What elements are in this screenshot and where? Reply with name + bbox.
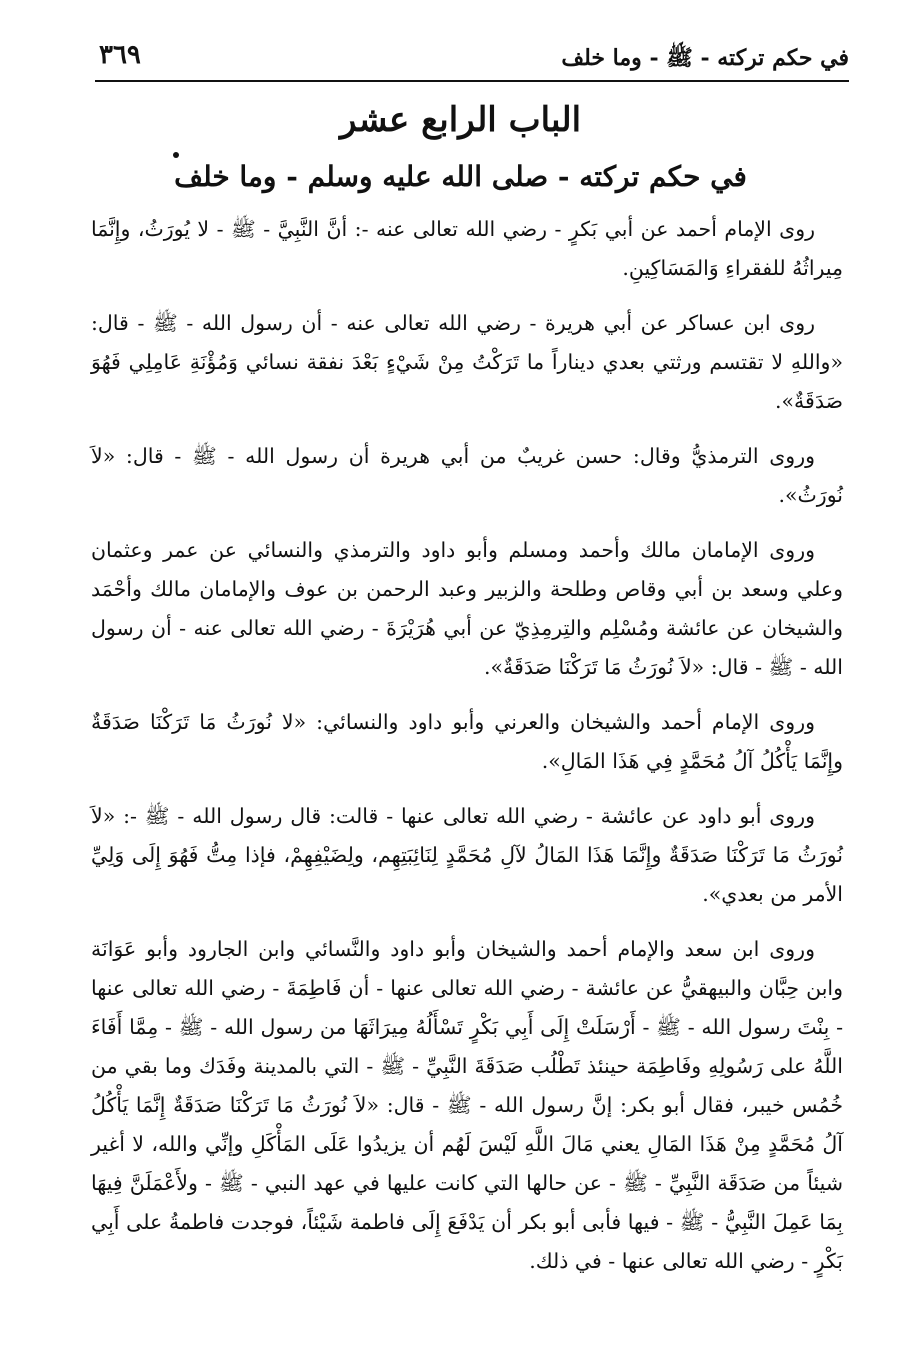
paragraph: وروى الإمام أحمد والشيخان والعرني وأبو داود والنسائي: «لا نُورَثُ مَا تَرَكْنَا صَدَقَةٌ وإِنَّمَا يَأْكُلُ آلُ مُحَمَّدٍ فِي هَذَا المَالِ».: [91, 710, 843, 773]
body-text: [91, 210, 843, 1297]
paragraph: روى ابن عساكر عن أبي هريرة - رضي الله تعالى عنه - أن رسول الله - ﷺ - قال: «واللهِ لا تقتسم ورثتي بعدي ديناراً ما تَرَكْتُ مِنْ شَيْءٍ بَعْدَ نفقة نسائي وَمُؤْنَةِ عَامِلِي فَهُوَ صَدَقَةٌ».: [91, 311, 843, 413]
paragraph: وروى الإمامان مالك وأحمد ومسلم وأبو داود والترمذي والنسائي عن عمر وعثمان وعلي وسعد بن أبي وقاص وطلحة والزبير وعبد الرحمن بن عوف والإمامان مالك وأحْمَد والشيخان عن عائشة ومُسْلِم والتِرمِذِيّ عن أبي هُرَيْرَةَ - رضي الله تعالى عنه - أن رسول الله - ﷺ - قال: «لاَ نُورَثُ مَا تَرَكْنَا صَدَقَةٌ».: [91, 538, 843, 679]
ink-dot: [173, 152, 179, 158]
paragraph: وروى ابن سعد والإمام أحمد والشيخان وأبو داود والنَّسائي وابن الجارود وأبو عَوَانَة وابن حِبَّان والبيهقيُّ عن عائشة - رضي الله تعالى عنها - أن فَاطِمَةَ - رضي الله تعالى عنها - بِنْتَ رسول الله - ﷺ - أَرْسَلَتْ إِلَى أَبِي بَكْرٍ تَسْأَلُهُ مِيرَاثَهَا من رسول الله - ﷺ - مِمَّا أَفَاءَ اللَّهُ على رَسُولِهِ وفَاطِمَة حينئذ تَطْلُب صَدَقَةَ النَّبِيِّ - ﷺ - التي بالمدينة وفَدَك وما بقي من خُمُس خيبر، فقال أبو بكر: إنَّ رسول الله - ﷺ - قال: «لاَ نُورَثُ مَا تَرَكْنَا صَدَقَةٌ إِنَّمَا يَأْكُلُ آلُ مُحَمَّدٍ مِنْ هَذَا المَالِ يعني مَالَ اللَّهِ لَيْسَ لَهُم أن يزيدُوا عَلَى المَأْكَلِ وإنِّي والله، لا أغير شيئاً من صَدَقَة النَّبِيِّ - ﷺ - عن حالها التي كانت عليها في عهد النبي - ﷺ - ولأَعْمَلَنَّ فِيهَا بِمَا عَمِلَ النَّبِيُّ - ﷺ - فيها فأبى أبو بكر أن يَدْفَعَ إِلَى فاطمة شَيْئاً، فوجدت فاطمةُ على أَبِي بَكْرٍ - رضي الله تعالى عنها - في ذلك.: [91, 937, 843, 1273]
chapter-title: الباب الرابع عشر: [339, 100, 582, 140]
paragraph: وروى الترمذيُّ وقال: حسن غريبٌ من أبي هريرة أن رسول الله - ﷺ - قال: «لاَ نُورَثُ».: [91, 444, 843, 507]
chapter-subtitle: في حكم تركته - صلى الله عليه وسلم - وما خلف: [174, 160, 747, 193]
running-title: في حكم تركته - ﷺ - وما خلف: [561, 45, 849, 71]
page-number: ٣٦٩: [99, 40, 141, 70]
running-header: [95, 40, 849, 82]
paragraph: روى الإمام أحمد عن أبي بَكرٍ - رضي الله تعالى عنه -: أنَّ النَّبِيَّ - ﷺ - لا يُورَثُ، وإِنَّمَا مِيراثُهُ للفقراءِ وَالمَسَاكِينِ.: [91, 217, 843, 280]
paragraph: وروى أبو داود عن عائشة - رضي الله تعالى عنها - قالت: قال رسول الله - ﷺ -: «لاَ نُورَثُ مَا تَرَكْنَا صَدَقَةٌ وإِنَّمَا هَذَا المَالُ لآلِ مُحَمَّدٍ لِنَائِبَتِهِم، ولِضَيْفِهِمْ، فإذا مِتُّ فَهُوَ إِلَى وَلِيِّ الأمر من بعدي».: [91, 804, 843, 906]
